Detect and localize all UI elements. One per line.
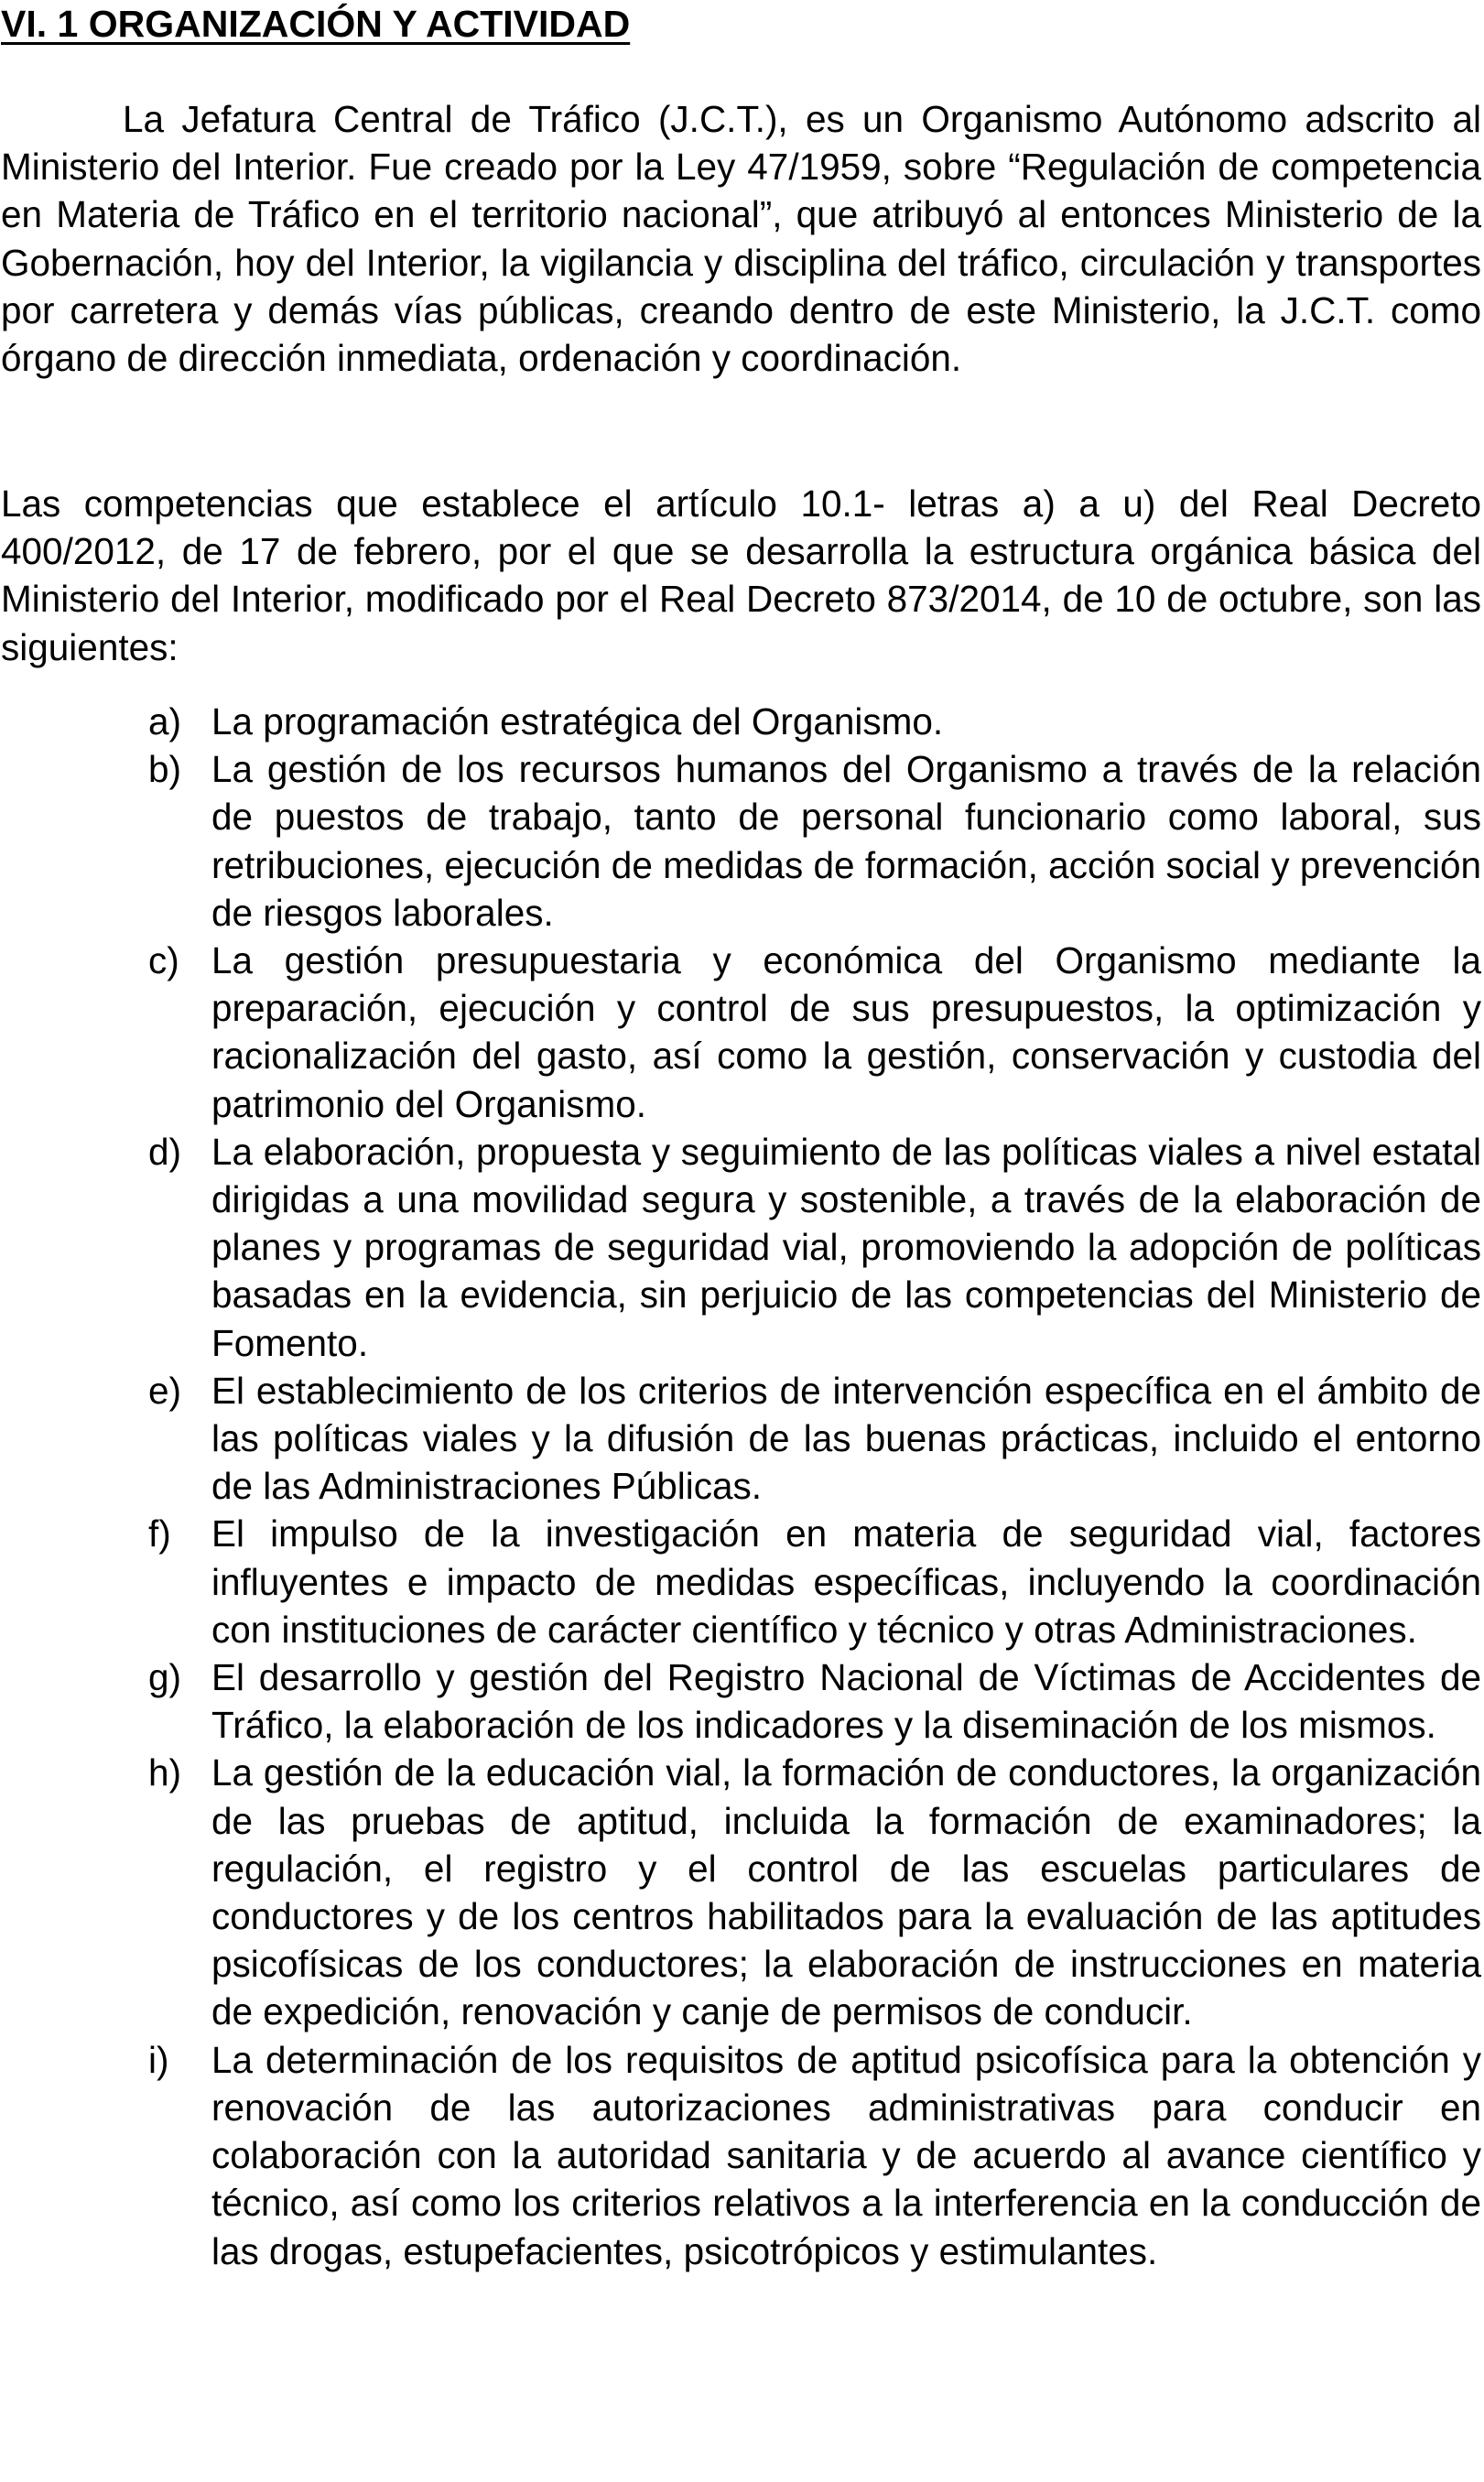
competencies-paragraph: Las competencias que establece el artículo 10.1- letras a) a u) del Real Decreto 400/2012, de 17 de febrero, por el que se desarrolla la estructura orgánica básica del Ministerio del Interior, modificado por el Real Decreto 873/2014, de 10 de octubre, son las siguientes: (1, 482, 1481, 668)
list-item-a (0, 698, 1484, 745)
list-item-text: La gestión presupuestaria y económica del Organismo mediante la preparación, ejecución y control de sus presupuestos, la optimización y racionalización del gasto, así como la gestión, conservación y custodia del patrimonio del Organismo. (211, 939, 1481, 1125)
competencies-list (0, 698, 1484, 2275)
list-item-marker: c) (148, 939, 179, 982)
list-item-i (0, 2036, 1484, 2275)
list-item-d (0, 1128, 1484, 1367)
list-item-marker: a) (148, 700, 182, 742)
list-item-marker: b) (148, 748, 182, 791)
list-item-marker: d) (148, 1130, 182, 1173)
list-item-marker: e) (148, 1369, 182, 1412)
list-item-marker: h) (148, 1751, 182, 1794)
list-item-text: El establecimiento de los criterios de intervención específica en el ámbito de las políticas viales y la difusión de las buenas prácticas, incluido el entorno de las Administraciones Públicas. (211, 1369, 1481, 1508)
list-item-b (0, 745, 1484, 937)
list-item-text: La programación estratégica del Organismo. (211, 700, 944, 742)
section-heading: VI. 1 ORGANIZACIÓN Y ACTIVIDAD (1, 3, 631, 45)
list-item-g (0, 1653, 1484, 1749)
intro-paragraph: La Jefatura Central de Tráfico (J.C.T.), es un Organismo Autónomo adscrito al Ministerio del Interior. Fue creado por la Ley 47/1959, sobre “Regulación de competencia en Materia de Tráfico en el territorio nacional”, que atribuyó al entonces Ministerio de la Gobernación, hoy del Interior, la vigilancia y disciplina del tráfico, circulación y transportes por carretera y demás vías públicas, creando dentro de este Ministerio, la J.C.T. como órgano de dirección inmediata, ordenación y coordinación. (1, 98, 1481, 380)
list-item-text: La determinación de los requisitos de aptitud psicofísica para la obtención y renovación de las autorizaciones administrativas para conducir en colaboración con la autoridad sanitaria y de acuerdo al avance científico y técnico, así como los criterios relativos a la interferencia en la conducción de las drogas, estupefacientes, psicotrópicos y estimulantes. (211, 2038, 1481, 2272)
list-item-h (0, 1749, 1484, 2035)
list-item-text: El impulso de la investigación en materia de seguridad vial, factores influyentes e impacto de medidas específicas, incluyendo la coordinación con instituciones de carácter científico y técnico y otras Administraciones. (211, 1512, 1481, 1651)
list-item-text: La elaboración, propuesta y seguimiento de las políticas viales a nivel estatal dirigidas a una movilidad segura y sostenible, a través de la elaboración de planes y programas de seguridad vial, promoviendo la adopción de políticas basadas en la evidencia, sin perjuicio de las competencias del Ministerio de Fomento. (211, 1130, 1481, 1364)
list-item-text: La gestión de la educación vial, la formación de conductores, la organización de las pruebas de aptitud, incluida la formación de examinadores; la regulación, el registro y el control de las escuelas particulares de conductores y de los centros habilitados para la evaluación de las aptitudes psicofísicas de los conductores; la elaboración de instrucciones en materia de expedición, renovación y canje de permisos de conducir. (211, 1751, 1481, 2033)
list-item-f (0, 1510, 1484, 1653)
list-item-marker: f) (148, 1512, 171, 1555)
list-item-marker: g) (148, 1656, 182, 1699)
list-item-marker: i) (148, 2038, 169, 2081)
list-item-c (0, 937, 1484, 1128)
list-item-text: El desarrollo y gestión del Registro Nacional de Víctimas de Accidentes de Tráfico, la elaboración de los indicadores y la diseminación de los mismos. (211, 1656, 1481, 1747)
list-item-e (0, 1367, 1484, 1511)
list-item-text: La gestión de los recursos humanos del Organismo a través de la relación de puestos de trabajo, tanto de personal funcionario como laboral, sus retribuciones, ejecución de medidas de formación, acción social y prevención de riesgos laborales. (211, 748, 1481, 934)
